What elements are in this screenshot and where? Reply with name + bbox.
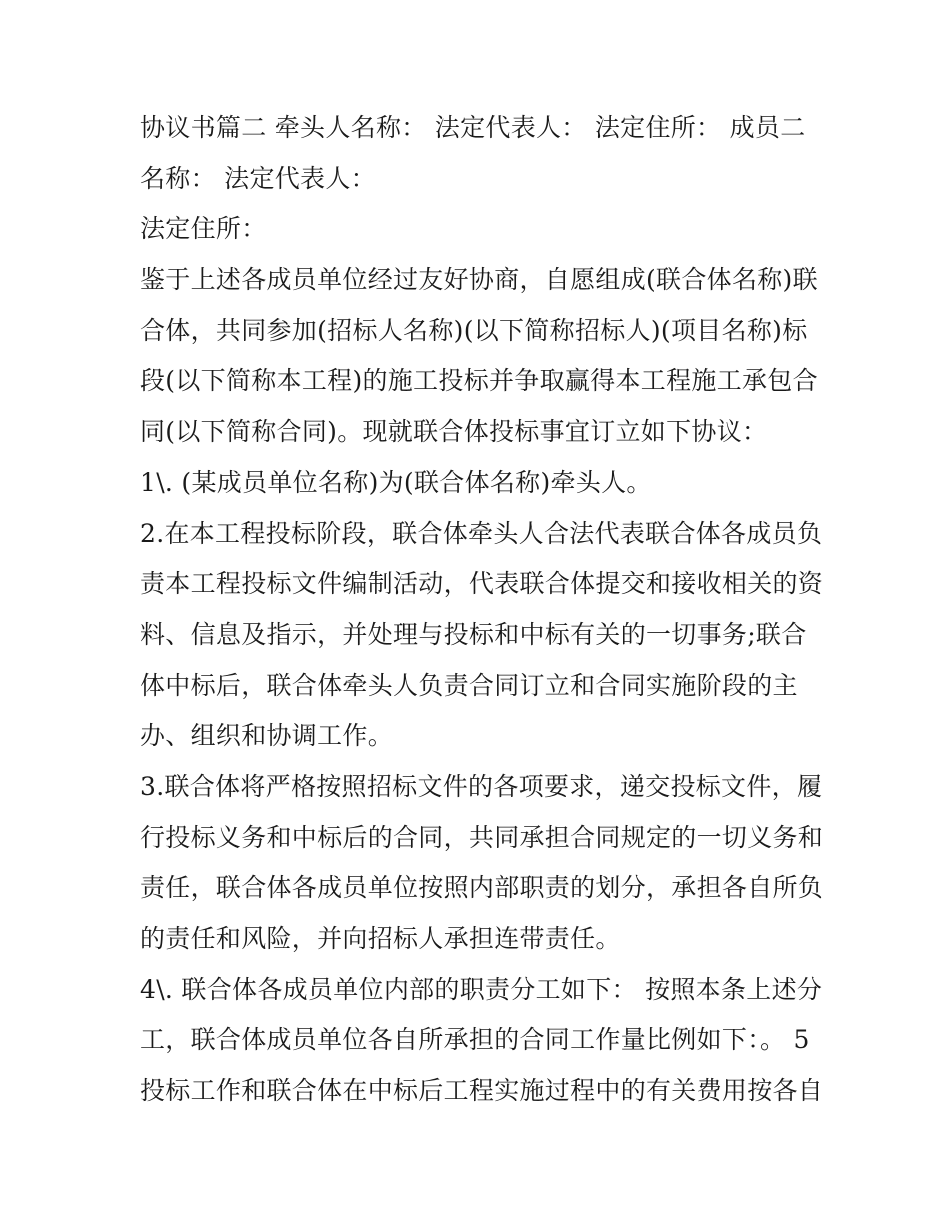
text-line: 4\. 联合体各成员单位内部的职责分工如下： 按照本条上述分: [140, 974, 823, 1004]
text-line: 合体，共同参加(招标人名称)(以下简称招标人)(项目名称)标: [140, 315, 808, 345]
text-line: 3.联合体将严格按照招标文件的各项要求，递交投标文件，履: [140, 771, 823, 801]
text-line: 行投标义务和中标后的合同，共同承担合同规定的一切义务和: [140, 822, 824, 852]
document-body: [140, 103, 830, 1117]
text-line: 1\. (某成员单位名称)为(联合体名称)牵头人。: [140, 467, 652, 497]
text-line: 鉴于上述各成员单位经过友好协商，自愿组成(联合体名称)联: [140, 265, 818, 295]
text-line: 法定住所：: [140, 214, 267, 244]
text-line: 协议书篇二 牵头人名称： 法定代表人： 法定住所： 成员二: [140, 113, 806, 142]
text-line: 同(以下简称合同)。现就联合体投标事宜订立如下协议：: [140, 417, 768, 447]
text-line: 名称： 法定代表人：: [140, 163, 376, 193]
text-line: 办、组织和协调工作。: [140, 721, 394, 751]
text-line: 段(以下简称本工程)的施工投标并争取赢得本工程施工承包合: [140, 366, 818, 396]
text-line: 投标工作和联合体在中标后工程实施过程中的有关费用按各自: [140, 1076, 824, 1106]
text-line: 体中标后，联合体牵头人负责合同订立和合同实施阶段的主: [140, 670, 798, 700]
text-line: 2.在本工程投标阶段，联合体牵头人合法代表联合体各成员负: [140, 518, 823, 548]
text-line: 责本工程投标文件编制活动，代表联合体提交和接收相关的资: [140, 569, 824, 599]
text-line: 工，联合体成员单位各自所承担的合同工作量比例如下：。 5: [140, 1025, 810, 1055]
text-line: 责任，联合体各成员单位按照内部职责的划分，承担各自所负: [140, 873, 824, 903]
text-line: 料、信息及指示，并处理与投标和中标有关的一切事务;联合: [140, 619, 807, 649]
text-line: 的责任和风险，并向招标人承担连带责任。: [140, 924, 621, 953]
